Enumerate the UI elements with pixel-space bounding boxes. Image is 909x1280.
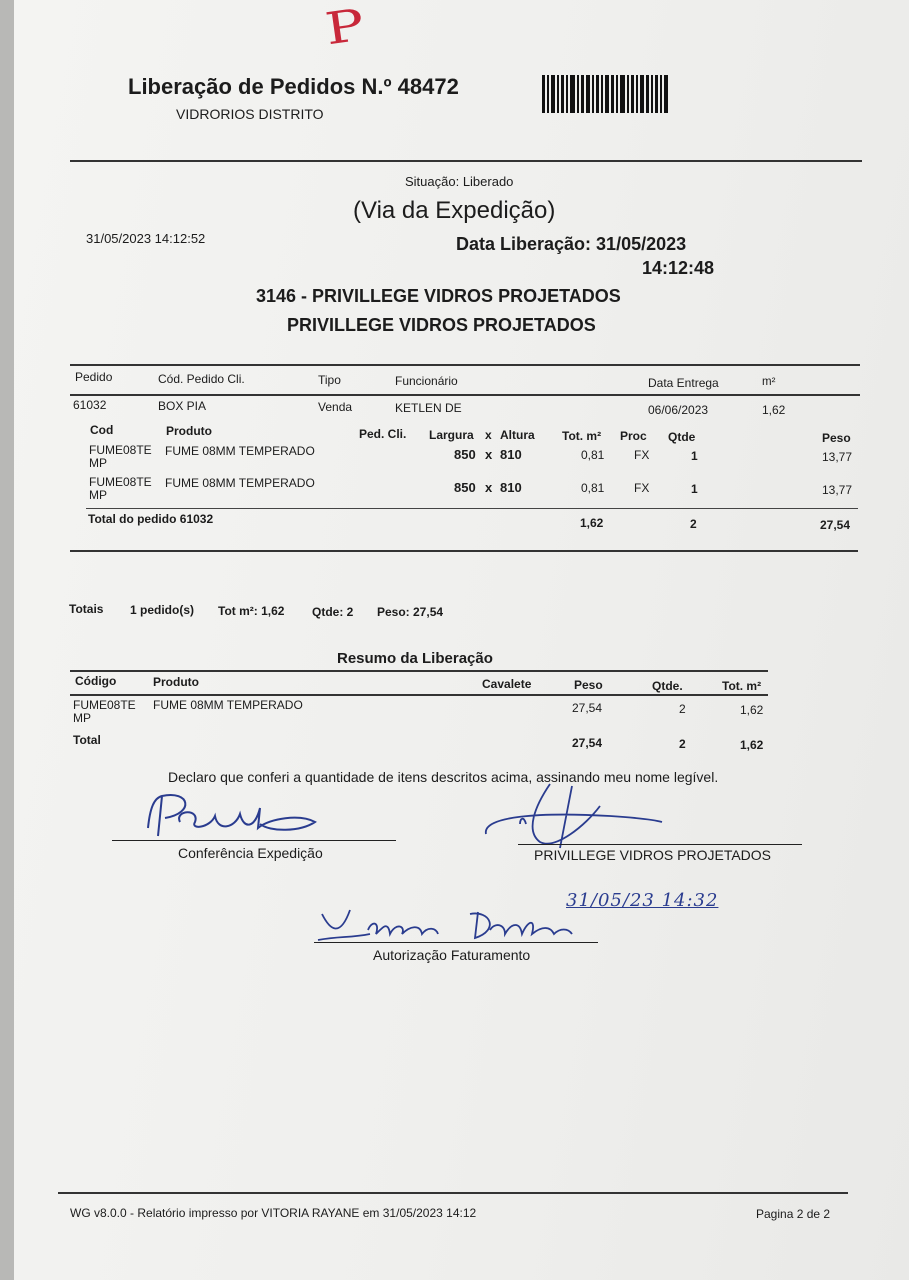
item-col-peso: Peso [822,431,851,445]
status-text: Situação: Liberado [405,174,514,189]
document-title: Liberação de Pedidos N.º 48472 [128,74,459,99]
signature-autorizacao [310,900,590,948]
totals-pedidos: 1 pedido(s) [130,603,195,617]
order-funcionario: KETLEN DE [395,401,462,415]
signature-line-autorizacao [314,942,598,943]
summary-header-divider [70,694,768,696]
item-1-cod: FUME08TE [89,443,152,457]
footer-divider [58,1192,848,1194]
col-funcionario: Funcionário [395,374,458,388]
signature-label-cliente: PRIVILLEGE VIDROS PROJETADOS [534,847,772,863]
summary-col-tot-m2: Tot. m² [722,679,762,693]
summary-col-codigo: Código [75,674,117,688]
col-data-entrega: Data Entrega [648,376,719,390]
summary-total-peso: 27,54 [572,736,603,750]
header-divider [70,160,862,162]
order-total-m2: 1,62 [580,516,604,530]
summary-top [70,670,768,672]
item-col-ped-cli: Ped. Cli. [359,427,407,441]
signature-cliente [480,776,670,851]
totals-tot-m2: Tot m²: 1,62 [218,604,285,618]
item-col-x: x [485,428,492,442]
item-2-tot-m2: 0,81 [581,481,605,495]
summary-peso: 27,54 [572,701,603,715]
col-cod-pedido-cli: Cód. Pedido Cli. [158,372,245,386]
footer-right: Pagina 2 de 2 [756,1207,831,1221]
item-col-largura: Largura [429,428,474,442]
order-cod-pedido-cli: BOX PIA [158,399,207,413]
summary-col-produto: Produto [153,675,199,689]
summary-total-tot-m2: 1,62 [740,738,764,752]
summary-col-peso: Peso [574,678,603,692]
item-col-tot-m2: Tot. m² [562,429,602,443]
item-col-produto: Produto [166,424,212,438]
company-name: VIDRORIOS DISTRITO [176,106,324,122]
item-1-largura: 850 [454,447,476,462]
order-total-peso: 27,54 [820,518,851,532]
summary-codigo: FUME08TE [73,698,136,712]
item-1-altura: 810 [500,447,522,462]
item-col-qtde: Qtde [668,430,696,444]
order-table-bottom [70,550,858,552]
order-table-top [70,364,860,366]
item-1-qtde: 1 [691,449,698,463]
col-tipo: Tipo [318,373,341,387]
item-2-peso: 13,77 [822,483,853,497]
signature-conferencia [140,788,340,843]
release-date: Data Liberação: 31/05/2023 [456,234,687,254]
order-m2: 1,62 [762,403,786,417]
col-m2: m² [762,376,776,388]
item-2-proc: FX [634,481,650,495]
handwritten-mark: P [322,0,368,56]
item-1-peso: 13,77 [822,450,853,464]
item-2-cod-2: MP [89,488,107,502]
item-col-altura: Altura [500,428,535,442]
release-time: 14:12:48 [642,258,715,278]
item-1-produto: FUME 08MM TEMPERADO [165,444,315,458]
totals-qtde: Qtde: 2 [312,605,354,619]
item-2-largura: 850 [454,480,476,495]
footer-left: WG v8.0.0 - Relatório impresso por VITORIA RAYANE em 31/05/2023 14:12 [70,1206,477,1220]
order-tipo: Venda [318,400,353,414]
item-1-proc: FX [634,448,650,462]
item-1-tot-m2: 0,81 [581,448,605,462]
declaration-text: Declaro que conferi a quantidade de itens descritos acima, assinando meu nome legível. [168,769,719,785]
item-1-x: x [485,447,493,462]
signature-label-autorizacao: Autorização Faturamento [373,947,531,963]
item-2-altura: 810 [500,480,522,495]
item-col-proc: Proc [620,429,647,443]
summary-col-cavalete: Cavalete [482,677,532,691]
item-col-cod: Cod [90,423,114,437]
client-line-1: 3146 - PRIVILLEGE VIDROS PROJETADOS [256,286,621,306]
order-total-label: Total do pedido 61032 [88,512,214,526]
client-line-2: PRIVILLEGE VIDROS PROJETADOS [287,315,596,335]
totals-label: Totais [69,602,104,616]
item-1-cod-2: MP [89,456,107,470]
summary-title: Resumo da Liberação [337,650,493,667]
document-page [14,0,909,1280]
signature-line-conferencia [112,840,396,841]
summary-tot-m2: 1,62 [740,703,764,717]
item-2-x: x [485,480,493,495]
signature-line-cliente [518,844,802,845]
summary-total-qtde: 2 [679,737,686,751]
barcode [542,75,682,113]
signature-label-conferencia: Conferência Expedição [178,845,323,861]
col-pedido: Pedido [75,370,113,384]
summary-codigo-2: MP [73,711,91,725]
item-total-divider [86,508,858,509]
item-2-cod: FUME08TE [89,475,152,489]
order-total-qtde: 2 [690,517,697,531]
handwritten-date-time: 31/05/23 14:32 [566,890,719,911]
summary-total-label: Total [73,733,101,747]
summary-produto: FUME 08MM TEMPERADO [153,698,303,712]
totals-peso: Peso: 27,54 [377,605,444,619]
summary-col-qtde: Qtde. [652,679,683,693]
summary-qtde: 2 [679,702,686,716]
item-2-produto: FUME 08MM TEMPERADO [165,476,315,490]
order-data-entrega: 06/06/2023 [648,403,709,417]
print-datetime: 31/05/2023 14:12:52 [86,231,206,246]
order-pedido: 61032 [73,398,107,412]
order-header-divider [70,394,860,396]
item-2-qtde: 1 [691,482,698,496]
copy-label: (Via da Expedição) [353,197,556,224]
